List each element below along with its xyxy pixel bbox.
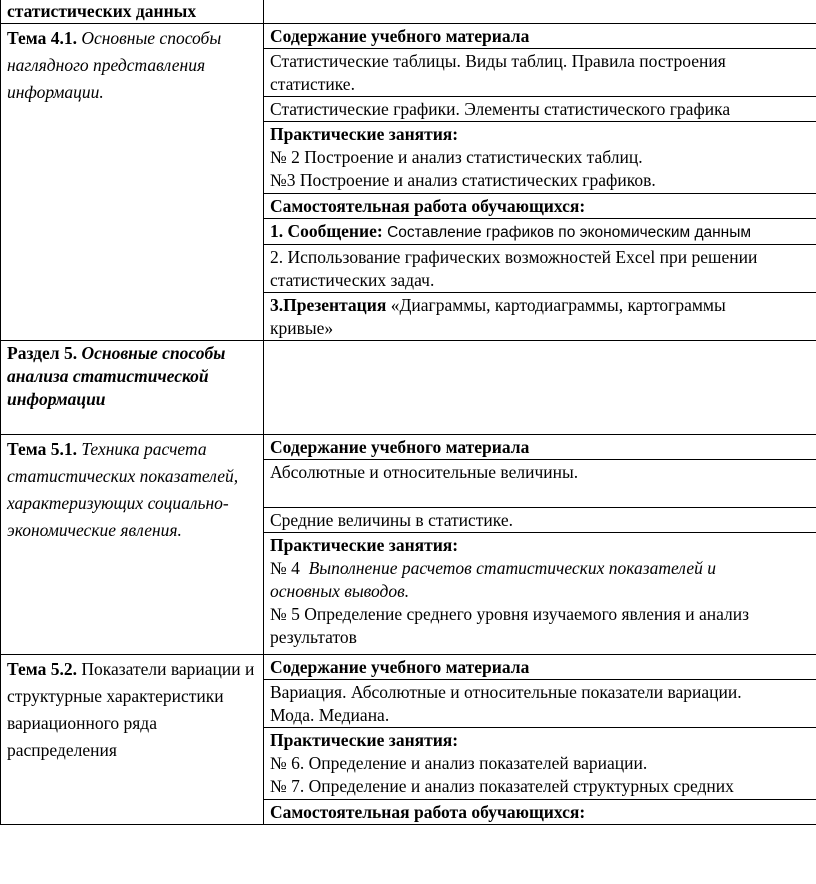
- self-work-header-cell: Самостоятельная работа обучающихся:: [264, 194, 816, 219]
- topic-cell: [1, 655, 264, 825]
- practice-cell: Практические занятия: № 6. Определение и анализ показателей вариации. № 7. Определение и анализ показателей структурных средних: [264, 728, 816, 800]
- table-row: [1, 341, 816, 435]
- practice-cell: Практические занятия: № 2 Построение и анализ статистических таблиц. №3 Построение и анализ статистических графиков.: [264, 122, 816, 194]
- content-cell: Статистические таблицы. Виды таблиц. Правила построения статистике.: [264, 49, 816, 97]
- topic-label: Тема 5.1.: [7, 439, 77, 459]
- topic-title: Показатели вариации и структурные характеристики вариационного ряда распределения: [7, 659, 255, 760]
- content-cell: Вариация. Абсолютные и относительные показатели вариации. Мода. Медиана.: [264, 680, 816, 728]
- topic-title: Техника расчета статистических показателей, характеризующих социально-экономические явления.: [7, 439, 239, 540]
- topic-cell: [1, 435, 264, 655]
- self-work-cell: 3.Презентация «Диаграммы, картодиаграммы, картограммы кривые»: [264, 293, 816, 341]
- row-left-cell: статистических данных: [1, 0, 264, 24]
- row-right-cell: [264, 0, 816, 24]
- content-cell: Абсолютные и относительные величины.: [264, 460, 816, 508]
- self-work-header-cell: Самостоятельная работа обучающихся:: [264, 800, 816, 825]
- table-row: [1, 24, 816, 49]
- table-row: [1, 655, 816, 680]
- topic-label: Тема 4.1.: [7, 28, 77, 48]
- topic-label: Тема 5.2.: [7, 659, 77, 679]
- practice-cell: Практические занятия: № 4 Выполнение расчетов статистических показателей и основных выводов. № 5 Определение среднего уровня изучаемого явления и анализ результатов: [264, 533, 816, 655]
- section-cell: [1, 341, 264, 435]
- content-header-cell: Содержание учебного материала: [264, 24, 816, 49]
- table-row: [1, 435, 816, 460]
- content-header-cell: Содержание учебного материала: [264, 655, 816, 680]
- content-header-cell: Содержание учебного материала: [264, 435, 816, 460]
- content-cell: Статистические графики. Элементы статистического графика: [264, 97, 816, 122]
- section-label: Раздел 5.: [7, 343, 78, 363]
- topic-cell: [1, 24, 264, 341]
- content-cell: Средние величины в статистике.: [264, 508, 816, 533]
- topic-title: Основные способы наглядного представления информации.: [7, 28, 222, 102]
- section-title: Основные способы анализа статистической информации: [7, 343, 226, 409]
- self-work-cell: 2. Использование графических возможностей Excel при решении статистических задач.: [264, 245, 816, 293]
- section-right-cell: [264, 341, 816, 435]
- table-row: [1, 0, 816, 24]
- self-work-cell: 1. Сообщение: Составление графиков по экономическим данным: [264, 219, 816, 245]
